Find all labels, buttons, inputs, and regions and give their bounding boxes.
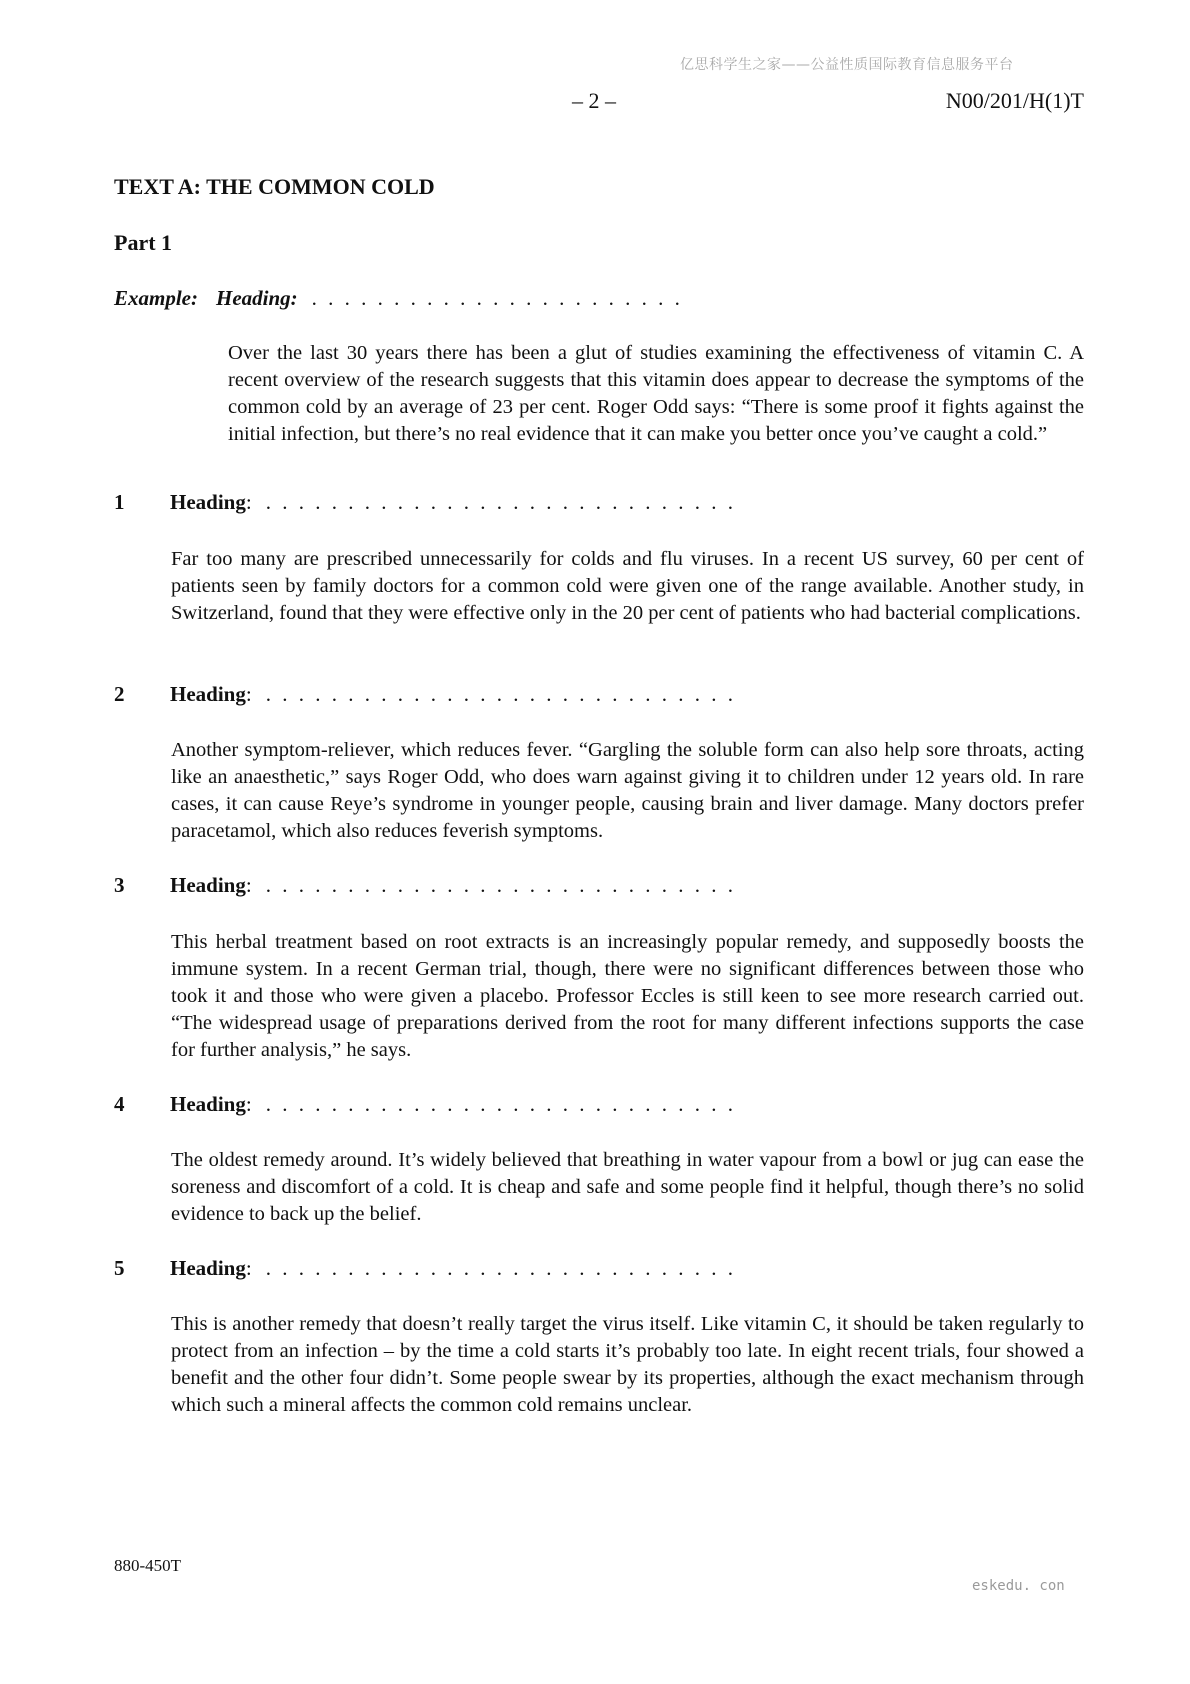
- example-heading-row: [114, 286, 683, 311]
- item-3-heading-row: [114, 873, 736, 898]
- page-number: – 2 –: [572, 88, 616, 113]
- watermark-bottom: eskedu. con: [972, 1578, 1065, 1594]
- example-heading-blank: . . . . . . . . . . . . . . . . . . . . . . .: [311, 286, 683, 310]
- item-heading-label: Heading: [170, 873, 246, 897]
- example-label: Example:: [114, 286, 198, 310]
- item-5-heading-row: [114, 1256, 736, 1281]
- item-heading-label: Heading: [170, 682, 246, 706]
- text-title: TEXT A: THE COMMON COLD: [114, 174, 435, 199]
- item-number: 4: [114, 1092, 125, 1116]
- watermark-top: 亿思科学生之家——公益性质国际教育信息服务平台: [680, 57, 1014, 73]
- item-2-paragraph: Another symptom-reliever, which reduces fever. “Gargling the soluble form can also help sore throats, acting like an anaesthetic,” says Roger Odd, who does warn against giving it to children under 12 years old. In rare cases, it can cause Reye’s syndrome in younger people, causing brain and liver damage. Many doctors prefer paracetamol, which also reduces feverish symptoms.: [171, 739, 1084, 842]
- example-paragraph: Over the last 30 years there has been a glut of studies examining the effectiveness of vitamin C. A recent overview of the research suggests that this vitamin does appear to decrease the symptoms of the common cold by an average of 23 per cent. Roger Odd says: “There is some proof it fights against the initial infection, but there’s no real evidence that it can make you better once you’ve caught a cold.”: [228, 342, 1084, 445]
- item-number: 1: [114, 490, 125, 514]
- item-heading-colon: :: [245, 873, 252, 897]
- item-heading-blank: . . . . . . . . . . . . . . . . . . . . . . . . . . . . .: [265, 1256, 736, 1280]
- example-heading-label: Heading:: [216, 286, 298, 310]
- footer-code: 880-450T: [114, 1556, 182, 1575]
- item-heading-label: Heading: [170, 1092, 246, 1116]
- document-code: N00/201/H(1)T: [945, 88, 1084, 113]
- item-1-paragraph: Far too many are prescribed unnecessarily for colds and flu viruses. In a recent US survey, 60 per cent of patients seen by family doctors for a common cold were given one of the range available. Another study, in Switzerland, found that they were effective only in the 20 per cent of patients who had bacterial complications.: [171, 548, 1084, 624]
- item-3-paragraph: This herbal treatment based on root extracts is an increasingly popular remedy, and supposedly boosts the immune system. In a recent German trial, though, there were no significant differences between those who took it and those who were given a placebo. Professor Eccles is still keen to see more research carried out. “The widespread usage of preparations derived from the root for many different infections supports the case for further analysis,” he says.: [171, 931, 1084, 1061]
- item-2-heading-row: [114, 682, 736, 707]
- item-heading-label: Heading: [170, 490, 246, 514]
- item-heading-blank: . . . . . . . . . . . . . . . . . . . . . . . . . . . . .: [265, 490, 736, 514]
- item-heading-label: Heading: [170, 1256, 246, 1280]
- item-1-heading-row: [114, 490, 736, 515]
- item-heading-blank: . . . . . . . . . . . . . . . . . . . . . . . . . . . . .: [265, 873, 736, 897]
- item-4-paragraph: The oldest remedy around. It’s widely believed that breathing in water vapour from a bowl or jug can ease the soreness and discomfort of a cold. It is cheap and safe and some people find it helpful, though there’s no solid evidence to back up the belief.: [171, 1149, 1084, 1225]
- item-heading-blank: . . . . . . . . . . . . . . . . . . . . . . . . . . . . .: [265, 682, 736, 706]
- item-heading-blank: . . . . . . . . . . . . . . . . . . . . . . . . . . . . .: [265, 1092, 736, 1116]
- item-heading-colon: :: [245, 682, 252, 706]
- item-5-paragraph: This is another remedy that doesn’t really target the virus itself. Like vitamin C, it should be taken regularly to protect from an infection – by the time a cold starts it’s probably too late. In eight recent trials, four showed a benefit and the other four didn’t. Some people swear by its properties, although the exact mechanism through which such a mineral affects the common cold remains unclear.: [171, 1313, 1084, 1416]
- item-number: 5: [114, 1256, 125, 1280]
- part-heading: Part 1: [114, 230, 173, 255]
- item-heading-colon: :: [245, 1256, 252, 1280]
- item-heading-colon: :: [245, 1092, 252, 1116]
- item-number: 2: [114, 682, 125, 706]
- item-4-heading-row: [114, 1092, 736, 1117]
- item-number: 3: [114, 873, 125, 897]
- item-heading-colon: :: [245, 490, 252, 514]
